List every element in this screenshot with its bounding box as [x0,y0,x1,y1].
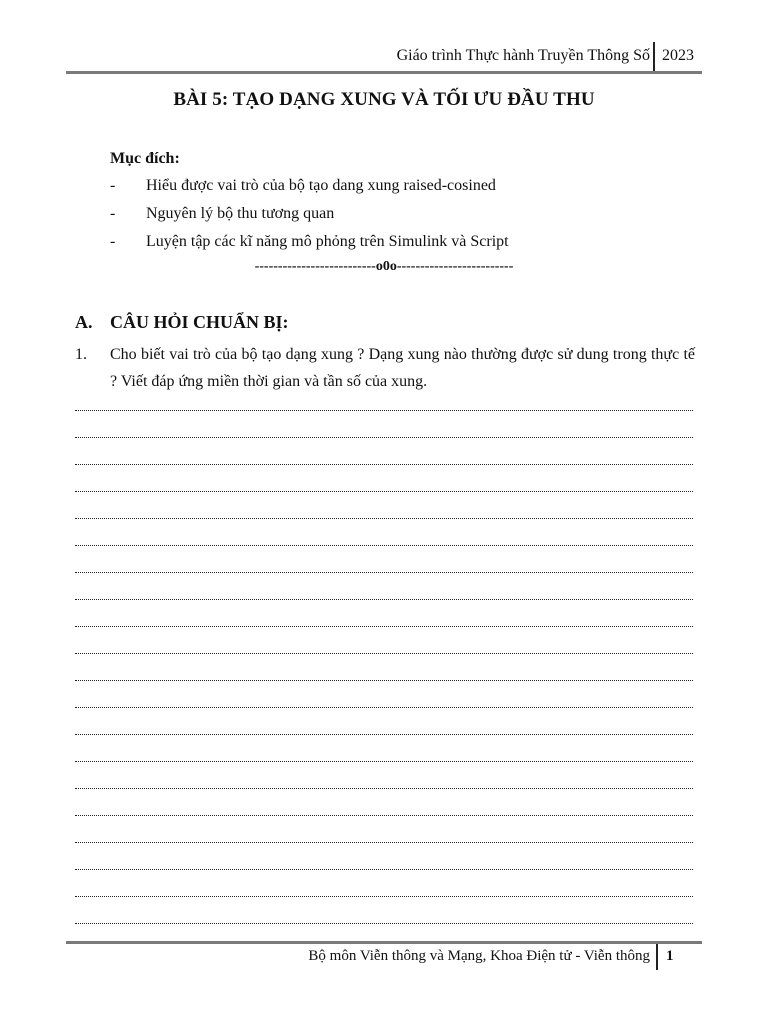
answer-line [75,842,693,843]
objective-item [110,232,670,254]
answer-line [75,734,693,735]
objective-text: Luyện tập các kĩ năng mô phỏng trên Simulink và Script [146,233,509,250]
answer-line [75,923,693,924]
header-title: Giáo trình Thực hành Truyền Thông Số [396,47,650,64]
section-separator: --------------------------o0o------------------------- [254,259,514,274]
answer-line [75,707,693,708]
answer-line [75,761,693,762]
answer-line [75,653,693,654]
answer-line [75,626,693,627]
header-year: 2023 [662,47,694,64]
objective-bullet: - [110,205,116,222]
question-number: 1. [75,346,87,363]
answer-line [75,437,693,438]
objective-bullet: - [110,233,116,250]
section-letter: A. [75,312,93,332]
objective-text: Nguyên lý bộ thu tương quan [146,205,335,222]
section-title: CÂU HỎI CHUẨN BỊ: [110,312,289,332]
answer-line [75,464,693,465]
footer-rule [66,941,702,944]
answer-line [75,896,693,897]
answer-line [75,518,693,519]
page-number: 1 [666,948,674,964]
objective-item [110,176,670,198]
header-divider [653,42,655,72]
answer-line [75,545,693,546]
answer-line [75,788,693,789]
section-heading [75,312,289,333]
answer-line [75,869,693,870]
lesson-title: BÀI 5: TẠO DẠNG XUNG VÀ TỐI ƯU ĐẦU THU [173,89,595,110]
answer-line [75,815,693,816]
answer-line [75,572,693,573]
objective-text: Hiểu được vai trò của bộ tạo dang xung raised-cosined [146,177,496,194]
footer-divider [656,944,658,970]
answer-line [75,680,693,681]
answer-line [75,491,693,492]
answer-line [75,410,693,411]
question [75,341,695,395]
purpose-label: Mục đích: [110,150,180,167]
question-text: Cho biết vai trò của bộ tạo dạng xung ? Dạng xung nào thường được sử dung trong thực tế ? Viết đáp ứng miền thời gian và tần số của xung. [110,346,695,390]
footer-department: Bộ môn Viễn thông và Mạng, Khoa Điện tử - Viễn thông [308,948,650,964]
answer-line [75,599,693,600]
objective-bullet: - [110,177,116,194]
header-rule [66,71,702,74]
objective-item [110,204,670,226]
